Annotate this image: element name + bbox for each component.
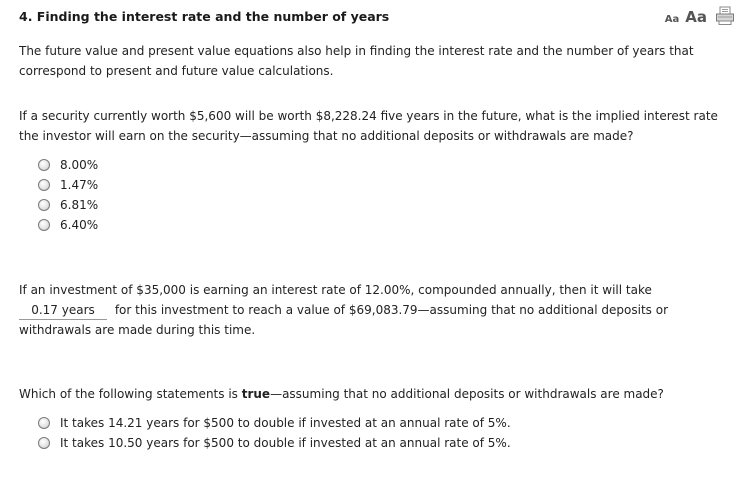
question2-text (19, 280, 734, 340)
option-label: 1.47% (60, 178, 99, 192)
printer-icon[interactable] (715, 6, 735, 26)
question3-option[interactable] (38, 413, 511, 433)
question1-options (38, 155, 98, 235)
question3-text-before: Which of the following statements is (19, 387, 242, 401)
question-title: 4. Finding the interest rate and the number of years (19, 9, 390, 24)
font-decrease-button[interactable]: Aa (664, 14, 680, 25)
question3-option[interactable] (38, 433, 511, 453)
radio-button[interactable] (38, 417, 50, 429)
question3-emphasis: true (241, 387, 271, 401)
radio-button[interactable] (38, 219, 50, 231)
question1-option[interactable] (38, 215, 98, 235)
option-label: 6.81% (60, 198, 99, 212)
radio-button[interactable] (38, 199, 50, 211)
option-label: It takes 14.21 years for $500 to double if invested at an annual rate of 5%. (60, 416, 511, 430)
option-label: 6.40% (60, 218, 99, 232)
question3-options (38, 413, 511, 453)
question1-option[interactable] (38, 175, 98, 195)
radio-button[interactable] (38, 159, 50, 171)
question1-option[interactable] (38, 195, 98, 215)
question1-option[interactable] (38, 155, 98, 175)
question3-text (19, 384, 734, 404)
question2-text-after: for this investment to reach a value of $69,083.79—assuming that no additional deposits or withdrawals are made during this time. (19, 303, 669, 337)
intro-text: The future value and present value equations also help in finding the interest rate and the number of years that correspond to present and future value calculations. (19, 44, 694, 78)
toolbar (665, 6, 735, 26)
option-label: 8.00% (60, 158, 99, 172)
radio-button[interactable] (38, 437, 50, 449)
question2-text-before: If an investment of $35,000 is earning an interest rate of 12.00%, compounded annually, then it will take (19, 283, 652, 297)
option-label: It takes 10.50 years for $500 to double if invested at an annual rate of 5%. (60, 436, 511, 450)
question3-text-after: —assuming that no additional deposits or withdrawals are made? (270, 387, 664, 401)
radio-button[interactable] (38, 179, 50, 191)
years-answer-dropdown[interactable]: 0.17 years (19, 302, 107, 320)
font-increase-button[interactable]: Aa (685, 8, 707, 26)
question1-text: If a security currently worth $5,600 will be worth $8,228.24 five years in the future, what is the implied interest rate the investor will earn on the security—assuming that no additional deposits or withdrawals are made? (19, 109, 718, 143)
